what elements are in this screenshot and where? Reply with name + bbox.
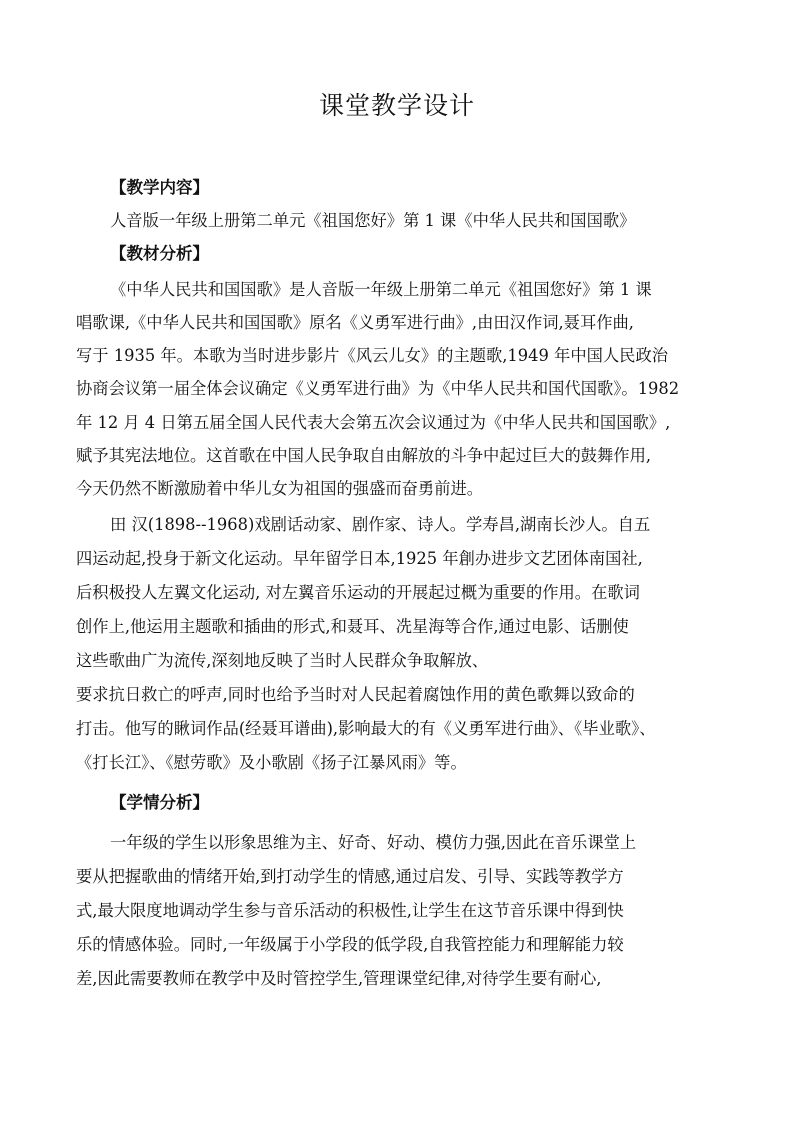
paragraph-line: 式,最大限度地调动学生参与音乐活动的积极性,让学生在这节音乐课中得到快 [76, 901, 624, 920]
content-line: 人音版一年级上册第二单元《祖国您好》第 1 课《中华人民共和国国歌》 [110, 211, 636, 230]
paragraph-line: 创作上,他运用主题歌和插曲的形式,和聂耳、冼星海等合作,通过电影、话删使 [76, 617, 629, 636]
paragraph-line: 后积极投人左翼文化运动, 对左翼音乐运动的开展起过概为重要的作用。在歌词 [76, 583, 640, 602]
document-title: 课堂教学设计 [318, 91, 475, 120]
section-heading-student-analysis: 【学情分析】 [110, 793, 209, 812]
paragraph-line: 唱歌课,《中华人民共和国国歌》原名《义勇军进行曲》,由田汉作词,聂耳作曲, [76, 313, 634, 332]
paragraph-line: 一年级的学生以形象思维为主、好奇、好动、模仿力强,因此在音乐课堂上 [110, 833, 637, 852]
paragraph-line: 这些歌曲广为流传,深刻地反映了当时人民群众争取解放、 [76, 651, 489, 670]
paragraph-line: 要从把握歌曲的情绪开始,到打动学生的情感,通过启发、引导、实践等教学方 [76, 867, 624, 886]
paragraph-line: 打击。他写的瞅词作品(经聂耳谱曲),影响最大的有《义勇军进行曲》、《毕业歌》、 [76, 719, 656, 738]
paragraph-line: 今天仍然不断激励着中华儿女为祖国的强盛而奋勇前进。 [76, 479, 484, 498]
paragraph-line: 乐的情感体验。同时,一年级属于小学段的低学段,自我管控能力和理解能力较 [76, 935, 624, 954]
paragraph-line: 差,因此需要教师在教学中及时管控学生,管理课堂纪律,对待学生要有耐心, [76, 969, 602, 988]
paragraph-line: 四运动起,投身于新文化运动。早年留学日本,1925 年創办进步文艺团体南国社, [76, 549, 643, 568]
paragraph-line: 要求抗日救亡的呼声,同时也给予当时对人民起着腐蚀作用的黄色歌舞以致命的 [76, 685, 635, 704]
paragraph-line: 写于 1935 年。本歌为当时进步影片《风云儿女》的主题歌,1949 年中国人民政治 [76, 346, 669, 365]
paragraph-line: 年 12 月 4 日第五届全国人民代表大会第五次会议通过为《中华人民共和国国歌》, [76, 413, 671, 432]
paragraph-line: 《打长江》、《慰劳歌》及小歌剧《扬子江暴风雨》等。 [76, 753, 467, 772]
paragraph-line: 协商会议第一届全体会议确定《义勇军进行曲》为《中华人民共和国代国歌》。1982 [76, 379, 680, 398]
paragraph-line: 赋予其宪法地位。这首歌在中国人民争取自由解放的斗争中起过巨大的鼓舞作用, [76, 446, 652, 465]
paragraph-line: 《中华人民共和国国歌》是人音版一年级上册第二单元《祖国您好》第 1 课 [110, 280, 652, 299]
section-heading-material-analysis: 【教材分析】 [110, 244, 209, 263]
section-heading-teaching-content: 【教学内容】 [110, 178, 209, 197]
paragraph-line: 田 汉(1898--1968)戏剧话动家、剧作家、诗人。学寿昌,湖南长沙人。自五 [110, 515, 651, 534]
